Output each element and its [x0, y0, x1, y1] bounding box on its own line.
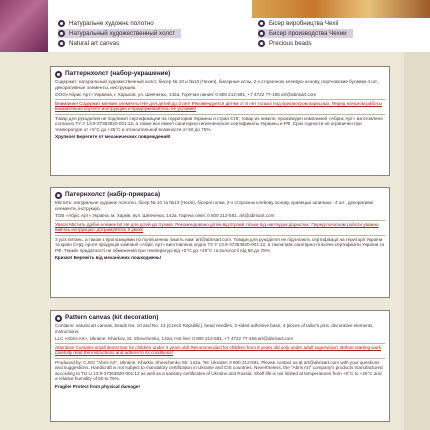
divider — [55, 114, 385, 115]
info-block-ru — [50, 66, 390, 176]
legend-beads — [258, 19, 353, 48]
block-contents: Содержит: натуральный художественный холст, бисер № 10 и №13 (Чехия), бисерные иглы, 2-х сторонною клеевую основу, портновские булавки 4 шт., декоративные элементы, инструкцию. — [55, 79, 379, 90]
block-warning: Attention! Contains small items! Not for children under 3 years old! Recommended for children from 8 years old only under adult supervision. Before starting work carefully read the instructions and adhere to its conditions! — [55, 344, 381, 356]
block-title — [55, 191, 385, 199]
divider — [55, 99, 385, 100]
legend-label: Precious beads — [269, 40, 312, 47]
block-company: LLC «Abris Art», Ukraine, Kharkov, St. Shevchenko, 142a. Hot line: 0 800 212-581, +7 4722 77-166 art@abrisart.com — [55, 335, 294, 341]
bullet-icon — [58, 20, 65, 27]
block-fragile: Крихке! Бережіть від механічних пошкоджень! — [55, 254, 162, 260]
bullet-icon — [58, 40, 65, 47]
legend-label: Натуральне художнє полотно — [69, 20, 154, 27]
bullet-icon — [55, 71, 62, 78]
bullet-icon — [258, 30, 265, 37]
product-photo-right — [252, 0, 430, 18]
legend-item — [258, 39, 353, 48]
legend-item — [258, 29, 353, 38]
bullet-icon — [58, 30, 65, 37]
product-photo-left — [0, 0, 48, 52]
block-certification: Produced by: CJSC "Abris Art", Ukraine, Kharkiv, Shevchenko Str. 142a. Tel. Ukraine: 0 800 212-581. Please contact us at art@abrisart.com with your questions and suggestions. Handicraft is not subject to mandatory certification in Ukraine and CIS countries. Nevertheless, the "Abris Art" company's products manufactured according to TU U 13.9-37363920-001:12 as well as a sanitary certificates of Ukraine and Russia. Shelf life is not limited at temperatures from +5°C to +25°C and a relative humidity of 50 to 75%. — [55, 359, 383, 382]
bullet-icon — [55, 315, 62, 322]
block-title-text: Pattern canvas (kit decoration) — [65, 314, 159, 321]
block-warning: Внимание! Содержит мелкие элементы! Не для детей до 3 лет! Рекомендуется детям от 8 лет только под присмотром взрослых. Перед началом работы внимательно изучите инструкцию и придерживайтесь ее условий! — [55, 100, 382, 112]
block-company: ТОВ «Абріс Арт» Україна, м. Харків, вул. Шевченка, 142а. Гаряча лінія: 0 800 212-581, art@abrisart.com — [55, 212, 275, 218]
legend-item — [58, 39, 181, 48]
divider — [55, 358, 385, 359]
block-warning: Увага! Містить дрібні елементи! Не для дітей до 3 років. Рекомендовано дітям від 8 років тільки під наглядом дорослих. Перед початком роботи уважно вивчіть інструкцію і дотримуйтесь її умов! — [55, 221, 379, 233]
divider — [55, 235, 385, 236]
bullet-icon — [258, 20, 265, 27]
legend-label: Бисер производства Чехии — [269, 30, 347, 37]
legend-item — [58, 19, 181, 28]
block-certification: Товар для рукоделия не подлежит сертификации на территории Украины и стран СНГ, товар из никеля, произведен компанией «Абрис Арт» изготовлено согласно ТУ У 13.9-37363920-001:12, а также все имеет санитарно-гигиеническое сертификаты Украины и РФ. Срок годности не ограничен при температуре от +5°С до +25°С и относительной влажности от 50 до 75%. — [55, 115, 383, 132]
block-title-text: Паттернхолст (набор-украшение) — [65, 70, 171, 77]
page-edge — [404, 52, 430, 430]
block-certification: 3 усіх питань, а також з пропозиціями по поліпшенню пишіть нам: art@abrisart.com. Товари для рукоділля не підлягають сертифікації на території України та країн СНД, проте продукція компанії «Абріс Арт» виготовлена згідно ТУ У 13.9-37363920-001:12, а також має санітарно-гігієнічні сертифікати України та РФ. Термін придатності не обмежений при температурі від +5°С до +25°С та вологості від 50 до 75%. — [55, 236, 385, 253]
info-block-ua — [50, 187, 390, 298]
legend-label: Natural art canvas — [69, 40, 120, 47]
divider — [55, 220, 385, 221]
legend-canvas — [58, 19, 181, 48]
block-fragile: Хрупкое! Берегите от механических повреждений! — [55, 133, 171, 139]
block-title — [55, 70, 385, 78]
divider — [55, 343, 385, 344]
info-block-en — [50, 310, 390, 422]
bullet-icon — [55, 192, 62, 199]
legend-item — [58, 29, 181, 38]
block-contents: Містить: натуральне художнє полотно, бісер № 10 та №13 (Чехія), бісерні голки, 2-х сторонню клейову основу, кравецькі шпильки - 4 шт., декоративні елементи, інструкцію. — [55, 200, 374, 211]
legend-label: Натуральный художественный холст — [69, 30, 175, 37]
legend-item — [258, 19, 353, 28]
legend-label: Бісер виробництва Чехії — [269, 20, 339, 27]
block-title-text: Патернхолст (набір-прикраса) — [65, 191, 161, 198]
block-fragile: Fragile! Protect from physical damage! — [55, 383, 140, 389]
block-contents: Contains: natural art canvas, beads No. 10 and No. 13 (Czech Republic), bead needles, 2-sided adhesive base, 4 pieces of tailor's pins, decorative elements, instructions. — [55, 323, 374, 334]
bullet-icon — [258, 40, 265, 47]
block-company: ООО«Абрис Арт» Украина, г. Харьков, ул. Шевченко, 142а. Горячая линия: 0 800 212-581, +7 4722 77-166 art@abrisart.com — [55, 91, 317, 97]
block-title — [55, 314, 385, 322]
